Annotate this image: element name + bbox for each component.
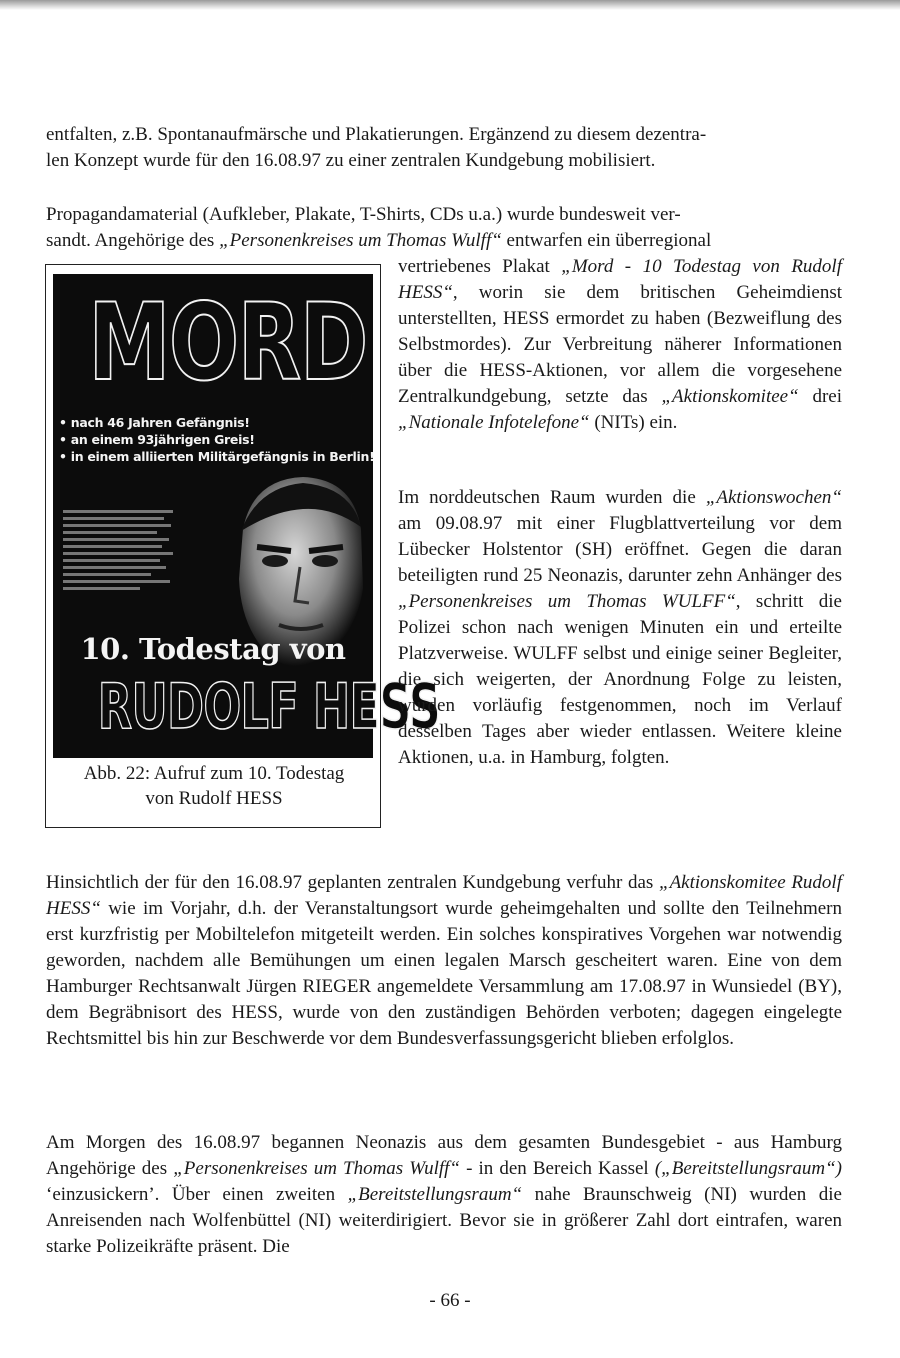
paragraph-aktionswochen: Im norddeutschen Raum wurden die „Aktionswochen“ am 09.08.97 mit einer Flugblattverteilung vor dem Lübecker Holstentor (SH) eröffnet. Gegen die daran beteiligten rund 25 Neonazis, darunter zehn Anhänger des „Personenkreises um Thomas WULFF“, schritt die Polizei schon nach wenigen Minuten ein und erteilte Platzverweise. WULFF selbst und einige seiner Begleiter, die sich weigerten, der Anordnung Folge zu leisten, wurden vorläufig festgenommen, noch im Verlauf desselben Tages aber wieder entlassen. Weitere kleine Aktionen, u.a. in Hamburg, folgten. [398, 487, 842, 768]
poster-image [53, 274, 441, 758]
poster-bullet: • nach 46 Jahren Gefängnis! [59, 415, 250, 430]
poster-bullet: • an einem 93jährigen Greis! [59, 432, 255, 447]
poster-headline: MORD [88, 281, 367, 404]
poster-name: RUDOLF HESS [97, 670, 441, 743]
poster-bullets [59, 414, 375, 465]
caption-line: von Rudolf HESS [145, 788, 283, 809]
poster-todestag: 10. Todestag von [80, 632, 346, 666]
poster-bullet: • in einem alliierten Militärgefängnis in Berlin! [59, 449, 375, 464]
figure-caption [46, 761, 382, 811]
paragraph-kundgebung: Hinsichtlich der für den 16.08.97 geplanten zentralen Kundgebung verfuhr das „Aktionskomitee Rudolf HESS“ wie im Vorjahr, d.h. der Veranstaltungsort wurde geheimgehalten und sollte den Teilnehmern erst kurzfristig per Mobiltelefon mitgeteilt werden. Ein solches konspiratives Vorgehen war notwendig geworden, nachdem alle Bemühungen um einen legalen Marsch gescheitert waren. Eine von dem Hamburger Rechtsanwalt Jürgen RIEGER angemeldete Versammlung am 17.08.97 in Wunsiedel (BY), dem Begräbnisort des HESS, wurde von den zuständigen Behörden verboten; dagegen eingelegte Rechtsmittel bis hin zur Beschwerde vor dem Bundesverfassungsgericht blieben erfolglos. [46, 872, 842, 1049]
figure-poster [45, 264, 441, 828]
scan-top-edge [0, 0, 900, 10]
caption-line: Abb. 22: Aufruf zum 10. Todestag [83, 763, 345, 784]
paragraph-poster-description: vertriebenes Plakat „Mord - 10 Todestag von Rudolf HESS“, worin sie dem britischen Geheimdienst unterstellten, HESS ermordet zu haben (Bezweiflung des Selbstmordes). Zur Verbreitung näherer Informationen über die HESS-Aktionen, vor allem die vorgesehene Zentralkundgebung, setzte das „Aktionskomitee“ drei „Nationale Infotelefone“ (NITs) ein. [398, 256, 842, 433]
paragraph-propaganda: Propagandamaterial (Aufkleber, Plakate, T-Shirts, CDs u.a.) wurde bundesweit ver- sandt. Angehörige des „Personenkreises um Thomas Wulff“ entwarfen ein überregional [46, 204, 712, 251]
paragraph-morgen: Am Morgen des 16.08.97 begannen Neonazis aus dem gesamten Bundesgebiet - aus Hamburg Angehörige des „Personenkreises um Thomas Wulff“ - in den Bereich Kassel („Bereitstellungsraum“) ‘einzusickern’. Über einen zweiten „Bereitstellungsraum“ nahe Braunschweig (NI) wurden die Anreisenden nach Wolfenbüttel (NI) weiterdirigiert. Bevor sie in größerer Zahl dort eintrafen, waren starke Polizeikräfte präsent. Die [46, 1132, 842, 1257]
poster-fine-print [63, 506, 173, 594]
page-number: - 66 - [429, 1290, 471, 1311]
paragraph-intro: entfalten, z.B. Spontanaufmärsche und Plakatierungen. Ergänzend zu diesem dezentra- len Konzept wurde für den 16.08.97 zu einer zentralen Kundgebung mobilisiert. [46, 124, 707, 171]
